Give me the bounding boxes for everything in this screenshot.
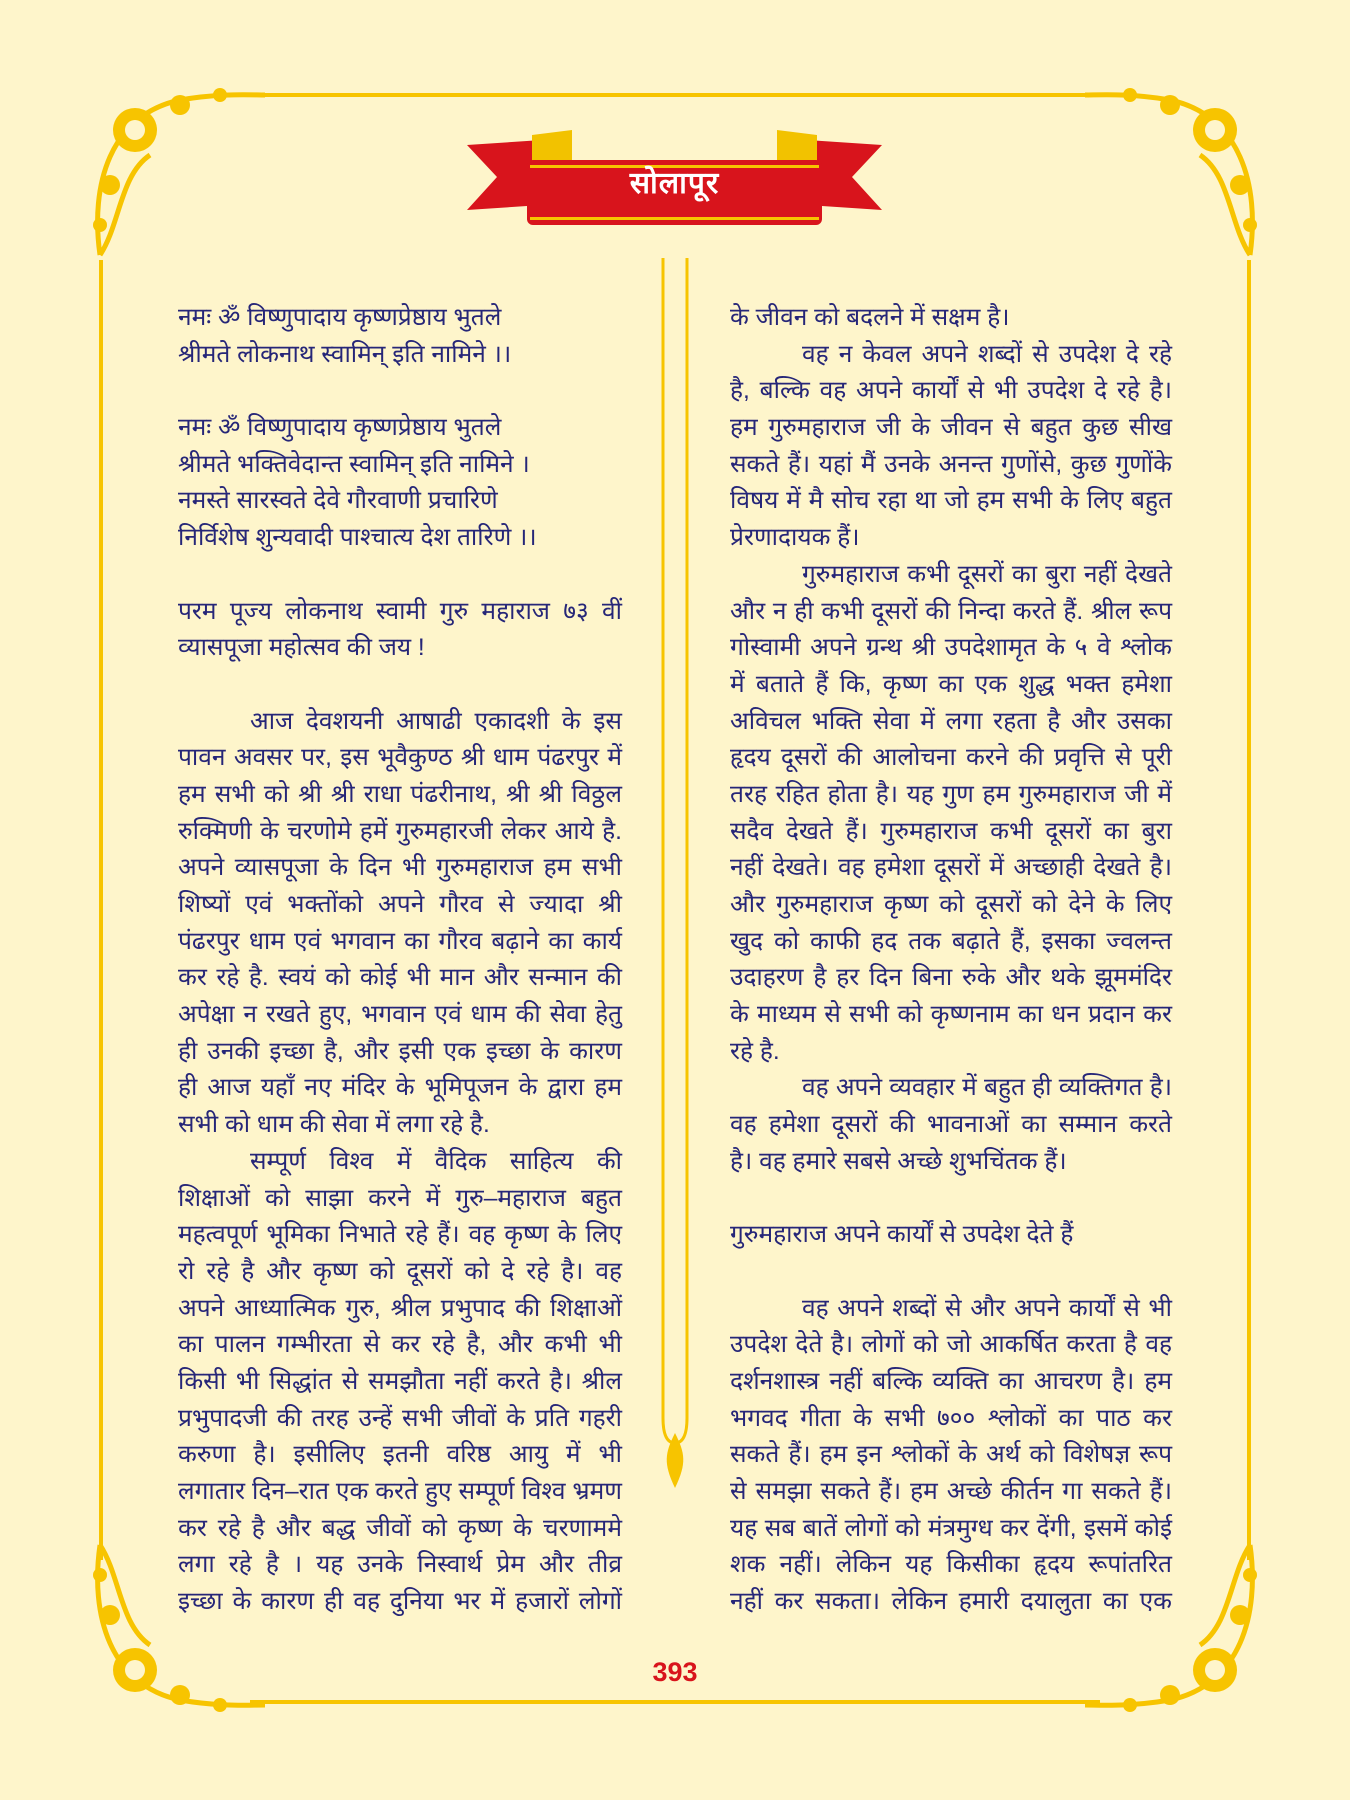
text-line: रो रहे है और कृष्ण को दूसरों को दे रहे है। वह bbox=[178, 1257, 622, 1285]
frame-top-line bbox=[250, 93, 1100, 97]
text-line: हृदय दूसरों की आलोचना करने की प्रवृत्ति से पूरी bbox=[730, 744, 1172, 772]
text-line: अपेक्षा न रखते हुए, भगवान एवं धाम की सेवा हेतु bbox=[178, 1001, 622, 1029]
title-banner bbox=[462, 125, 887, 230]
text-line: नहीं कर सकता। लेकिन हमारी दयालुता का एक bbox=[730, 1588, 1172, 1616]
text-line: निर्विशेष शुन्यवादी पाश्चात्य देश तारिणे ।। bbox=[178, 524, 537, 552]
text-line: गुरुमहाराज कभी दूसरों का बुरा नहीं देखते bbox=[802, 560, 1172, 588]
blank-line bbox=[730, 1254, 1172, 1291]
text-line: अपने व्यासपूजा के दिन भी गुरुमहाराज हम सभी bbox=[178, 854, 622, 882]
text-line: है। वह हमारे सबसे अच्छे शुभचिंतक हैं। bbox=[730, 1147, 1067, 1175]
text-line: वह अपने शब्दों से और अपने कार्यों से भी bbox=[802, 1294, 1172, 1322]
text-line: उपदेश देते है। लोगों को जो आकर्षित करता है वह bbox=[730, 1331, 1172, 1359]
text-line: प्रेरणादायक हैं। bbox=[730, 524, 860, 552]
text-line: करुणा है। इसीलिए इतनी वरिष्ठ आयु में भी bbox=[178, 1441, 622, 1469]
corner-ornament-top-right-icon bbox=[1080, 75, 1270, 265]
frame-bottom-line bbox=[250, 1700, 1100, 1704]
text-line: पंढरपुर धाम एवं भगवान का गौरव बढ़ाने का कार्य bbox=[178, 927, 622, 955]
text-line: आज देवशयनी आषाढी एकादशी के इस bbox=[250, 707, 622, 735]
text-line: सभी को धाम की सेवा में लगा रहे है. bbox=[178, 1111, 490, 1139]
text-line: से समझा सकते हैं। हम अच्छे कीर्तन गा सकते हैं। bbox=[730, 1478, 1172, 1505]
text-line: रहे है. bbox=[730, 1037, 780, 1065]
corner-ornament-top-left-icon bbox=[80, 75, 270, 265]
text-line: ही उनकी इच्छा है, और इसी एक इच्छा के कारण bbox=[178, 1037, 622, 1065]
text-line: वह अपने व्यवहार में बहुत ही व्यक्तिगत है। bbox=[802, 1074, 1172, 1102]
text-line: नमः ॐ विष्णुपादाय कृष्णप्रेष्ठाय भुतले bbox=[178, 304, 502, 331]
text-line: नमस्ते सारस्वते देवे गौरवाणी प्रचारिणे bbox=[178, 487, 498, 515]
text-line: का पालन गम्भीरता से कर रहे है, और कभी भी bbox=[178, 1331, 622, 1359]
text-line: श्रीमते भक्तिवेदान्त स्वामिन् इति नामिने । bbox=[178, 450, 530, 478]
text-line: के माध्यम से सभी को कृष्णनाम का धन प्रदान कर bbox=[730, 1001, 1172, 1029]
text-line: खुद को काफी हद तक बढ़ाते हैं, इसका ज्वलन्त bbox=[730, 927, 1172, 955]
text-line: किसी भी सिद्धांत से समझौता नहीं करते है। श्रील bbox=[178, 1367, 622, 1395]
text-line: में बताते हैं कि, कृष्ण का एक शुद्ध भक्त हमेशा bbox=[730, 670, 1172, 698]
blank-line bbox=[178, 667, 622, 704]
text-line: सदैव देखते हैं। गुरुमहाराज कभी दूसरों का बुरा bbox=[730, 817, 1172, 845]
text-line: शिक्षाओं को साझा करने में गुरु–महाराज बहुत bbox=[178, 1184, 622, 1212]
text-line: कर रहे है. स्वयं को कोई भी मान और सन्मान की bbox=[178, 964, 622, 992]
text-line: इच्छा के कारण ही वह दुनिया भर में हजारों लोगों bbox=[178, 1588, 622, 1616]
text-line: व्यासपूजा महोत्सव की जय ! bbox=[178, 634, 425, 662]
text-line: उदाहरण है हर दिन बिना रुके और थके झूममंदिर bbox=[730, 964, 1172, 992]
text-line: सम्पूर्ण विश्व में वैदिक साहित्य की bbox=[250, 1147, 622, 1175]
text-line: ही आज यहाँ नए मंदिर के भूमिपूजन के द्वारा हम bbox=[178, 1074, 622, 1102]
left-column bbox=[178, 300, 622, 1621]
text-line: लगा रहे है । यह उनके निस्वार्थ प्रेम और तीव्र bbox=[178, 1551, 622, 1579]
text-line: नमः ॐ विष्णुपादाय कृष्णप्रेष्ठाय भुतले bbox=[178, 414, 502, 442]
text-line: हम गुरुमहाराज जी के जीवन से बहुत कुछ सीख bbox=[730, 414, 1172, 442]
blank-line bbox=[178, 373, 622, 410]
column-divider bbox=[660, 258, 690, 1488]
text-line: अपने आध्यात्मिक गुरु, श्रील प्रभुपाद की शिक्षाओं bbox=[178, 1294, 622, 1322]
text-line: अविचल भक्ति सेवा में लगा रहता है और उसका bbox=[730, 707, 1172, 735]
text-line: वह न केवल अपने शब्दों से उपदेश दे रहे bbox=[802, 340, 1172, 368]
text-line: शक नहीं। लेकिन यह किसीका हृदय रूपांतरित bbox=[730, 1551, 1172, 1579]
text-line: यह सब बातें लोगों को मंत्रमुग्ध कर देंगी, इसमें कोई bbox=[730, 1514, 1172, 1542]
text-line: हम सभी को श्री श्री राधा पंढरीनाथ, श्री श्री विठ्ठल bbox=[178, 780, 622, 808]
text-line: लगातार दिन–रात एक करते हुए सम्पूर्ण विश्व भ्रमण bbox=[178, 1478, 622, 1505]
text-line: और न ही कभी दूसरों की निन्दा करते हैं. श्रील रूप bbox=[730, 597, 1172, 625]
text-line: रुक्मिणी के चरणोमे हमें गुरुमहारजी लेकर आये है. bbox=[178, 817, 622, 845]
text-line: महत्वपूर्ण भूमिका निभाते रहे हैं। वह कृष्ण के लिए bbox=[178, 1221, 622, 1249]
text-line: गुरुमहाराज अपने कार्यों से उपदेश देते हैं bbox=[730, 1221, 1074, 1249]
blank-line bbox=[178, 557, 622, 594]
text-line: और गुरुमहाराज कृष्ण को दूसरों को देने के लिए bbox=[730, 891, 1172, 918]
text-line: सकते हैं। हम इन श्लोकों के अर्थ को विशेषज्ञ रूप bbox=[730, 1441, 1172, 1469]
text-line: वह हमेशा दूसरों की भावनाओं का सम्मान करते bbox=[730, 1111, 1172, 1139]
text-line: दर्शनशास्त्र नहीं बल्कि व्यक्ति का आचरण है। हम bbox=[730, 1367, 1172, 1395]
text-line: प्रभुपादजी की तरह उन्हें सभी जीवों के प्रति गहरी bbox=[178, 1404, 622, 1432]
text-line: नहीं देखते। वह हमेशा दूसरों में अच्छाही देखते है। bbox=[730, 854, 1172, 882]
text-line: तरह रहित होता है। यह गुण हम गुरुमहाराज जी में bbox=[730, 780, 1172, 808]
text-line: है, बल्कि वह अपने कार्यों से भी उपदेश दे रहे है। bbox=[730, 377, 1172, 405]
text-line: परम पूज्य लोकनाथ स्वामी गुरु महाराज ७३ वीं bbox=[178, 597, 622, 625]
text-line: के जीवन को बदलने में सक्षम है। bbox=[730, 304, 1010, 331]
text-line: विषय में मै सोच रहा था जो हम सभी के लिए बहुत bbox=[730, 487, 1172, 515]
text-line: श्रीमते लोकनाथ स्वामिन् इति नामिने ।। bbox=[178, 340, 512, 368]
blank-line bbox=[730, 1181, 1172, 1218]
text-line: शिष्यों एवं भक्तोंको अपने गौरव से ज्यादा श्री bbox=[178, 891, 622, 918]
text-line: गोस्वामी अपने ग्रन्थ श्री उपदेशामृत के ५ वे श्लोक bbox=[730, 634, 1172, 662]
text-line: कर रहे है और बद्ध जीवों को कृष्ण के चरणाममे bbox=[178, 1514, 622, 1542]
frame-right-line bbox=[1247, 260, 1251, 1560]
right-column bbox=[730, 300, 1172, 1621]
page-number: 393 bbox=[652, 1657, 698, 1687]
text-line: सकते हैं। यहां मैं उनके अनन्त गुणोंसे, कुछ गुणोंके bbox=[730, 450, 1172, 478]
frame-left-line bbox=[99, 260, 103, 1560]
page-title: सोलापूर bbox=[629, 167, 720, 200]
text-line: पावन अवसर पर, इस भूवैकुण्ठ श्री धाम पंढरपुर में bbox=[178, 744, 622, 772]
text-line: भगवद गीता के सभी ७०० श्लोकों का पाठ कर bbox=[730, 1404, 1172, 1432]
